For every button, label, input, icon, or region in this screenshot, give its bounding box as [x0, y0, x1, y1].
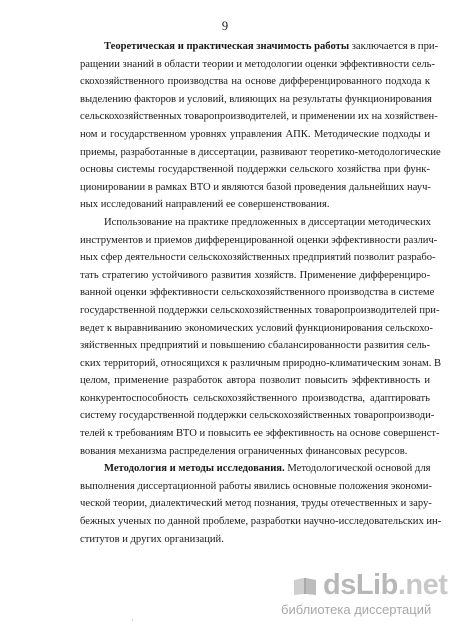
line-text: Методологической основой для: [284, 463, 431, 475]
text-line: [80, 91, 430, 109]
line-text: заключается в при-: [349, 41, 439, 52]
text-line: [80, 196, 430, 214]
text-line: [80, 284, 435, 302]
line-text: ном и государственном уровнях управления АПК. Методические подходы и: [80, 128, 430, 140]
text-line: [80, 161, 430, 179]
text-line: [80, 407, 435, 425]
paragraph-heading: Теоретическая и практическая значимость работы: [104, 41, 350, 52]
line-text: ционировании в рамках ВТО и являются базой проведения дальнейших науч-: [80, 181, 431, 193]
line-text: инструментов и приемов дифференцированной оценки эффективности различ-: [80, 234, 438, 246]
text-line: [80, 460, 430, 478]
line-text: зяйственных предприятий и повышению сбалансированности развития сель-: [80, 340, 430, 352]
text-line: [80, 144, 441, 162]
watermark: [265, 569, 448, 619]
text-line: [80, 337, 430, 355]
paragraph-heading: Методология и методы исследования.: [104, 463, 285, 475]
line-text: ращении знаний в области теории и методологии оценки эффективности сель-: [80, 58, 436, 70]
text-line: [80, 390, 430, 408]
text-line: [80, 302, 440, 320]
line-text: бежных ученых по данной проблеме, разработки научно-исследовательских ин-: [80, 516, 442, 528]
book-icon: [292, 575, 318, 597]
line-text: государственной поддержки сельскохозяйственных товаропроизводителей при-: [80, 304, 440, 316]
line-text: систему государственной поддержки сельскохозяйственных товаропроизводи-: [80, 410, 435, 422]
line-text: Использование на практике предложенных в диссертации методических: [104, 216, 431, 228]
line-text: конкурентоспособность сельскохозяйственного производства, адаптировать: [80, 392, 430, 404]
text-line: [80, 531, 430, 549]
text-line: [80, 214, 430, 232]
text-line: [80, 372, 430, 390]
line-text: приемы, разработанные в диссертации, развивают теоретико-методологические: [80, 146, 441, 158]
text-line: [80, 495, 430, 513]
text-line: [80, 73, 430, 91]
text-line: [80, 108, 438, 126]
watermark-logo: dsLib.net: [323, 569, 448, 601]
line-text: выполнения диссертационной работы явились основные положения экономи-: [80, 480, 432, 492]
text-line: [80, 267, 430, 285]
text-line: [80, 478, 430, 496]
line-text: ских территорий, относящихся к различным природно-климатическим зонам. В: [80, 357, 442, 369]
text-line: [80, 126, 430, 144]
scan-speck: ·: [131, 616, 134, 625]
line-text: телей к требованиям ВТО и повысить ее эффективность на основе совершенст-: [80, 428, 440, 440]
line-text: основы системы государственной поддержки сельского хозяйства при функ-: [80, 164, 430, 176]
text-line: [80, 443, 430, 461]
text-line: [80, 56, 436, 74]
line-text: ванной оценки эффективности сельскохозяйственного производства в системе: [80, 287, 435, 299]
paragraph: [80, 460, 442, 548]
text-line: [80, 513, 442, 531]
paragraph: [80, 214, 442, 460]
document-body: [80, 38, 442, 548]
line-text: ститутов и других организаций.: [80, 533, 224, 545]
text-line: [80, 355, 442, 373]
line-text: сельскохозяйственных товаропроизводителей, и применении их на хозяйствен-: [80, 111, 438, 123]
line-text: ческой теории, диалектический метод познания, труды отечественных и зару-: [80, 498, 432, 510]
line-text: тать стратегию устойчивого развития хозяйств. Применение дифференциро-: [80, 269, 430, 281]
line-text: ных сфер деятельности сельскохозяйственных предприятий позволит разрабо-: [80, 252, 436, 264]
paragraph: [80, 38, 441, 214]
text-line: [80, 425, 440, 443]
text-line: [80, 232, 438, 250]
line-text: целом, применение разработок автора позволит повысить эффективность и: [80, 375, 430, 387]
line-text: скохозяйственного производства на основе дифференцированного подхода к: [80, 76, 430, 88]
text-line: [80, 38, 439, 56]
text-line: [80, 320, 433, 338]
page-number: 9: [221, 19, 229, 33]
line-text: вования механизма распределения ограниченных финансовых ресурсов.: [80, 445, 408, 457]
line-text: ных исследований направлений ее совершенствования.: [80, 199, 330, 211]
line-text: выделению факторов и условий, влияющих на результаты функционирования: [80, 93, 432, 105]
watermark-subtitle: библиотека диссертаций: [281, 602, 432, 617]
line-text: ведет к выравниванию экономических условий функционирования сельскохо-: [80, 322, 433, 334]
text-line: [80, 249, 436, 267]
text-line: [80, 179, 430, 197]
